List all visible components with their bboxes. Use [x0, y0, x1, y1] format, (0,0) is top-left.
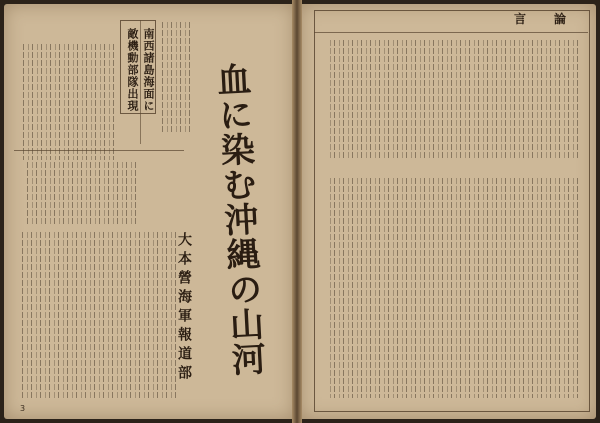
editorial-section-title: 言 論 — [513, 12, 574, 26]
page-gutter — [292, 0, 302, 423]
section-rule — [14, 150, 184, 151]
body-text-block-mid-left — [26, 162, 136, 224]
body-text-block-lower-left — [22, 232, 176, 398]
article-byline: 大本營海軍報道部 — [176, 232, 192, 384]
body-text-block-upper-left — [22, 44, 114, 160]
editorial-title-rule — [314, 32, 588, 33]
sub-heading-1: 南西諸島海面に — [142, 28, 155, 112]
editorial-body-lower — [326, 178, 578, 398]
body-text-block-upper-mid — [160, 22, 190, 134]
article-title: 血に染む沖縄の山河 — [209, 61, 267, 378]
page-number: 3 — [20, 404, 26, 413]
sub-heading-2: 敵機動部隊出現 — [126, 28, 139, 112]
editorial-body-upper — [326, 40, 578, 160]
